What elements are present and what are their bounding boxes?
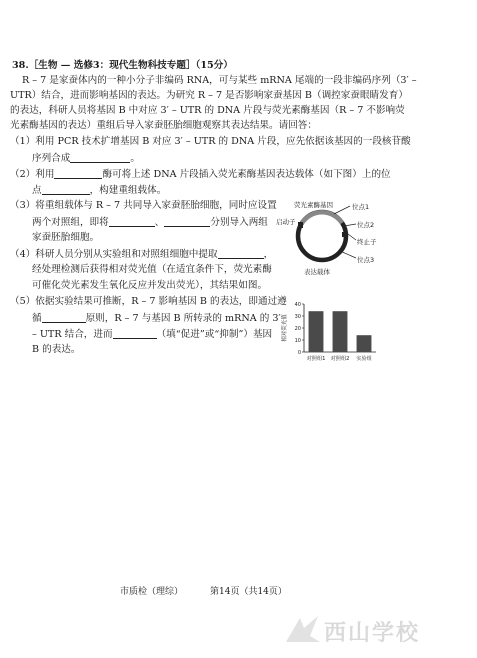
terminator-pointer bbox=[348, 234, 356, 240]
x-tick-label: 实验组 bbox=[356, 356, 372, 362]
luciferase-gene-label: 荧光素酶基因 bbox=[294, 201, 333, 209]
footer-page-number: 第14页（共14页） bbox=[210, 587, 287, 597]
fluorescence-bar-chart bbox=[280, 298, 380, 368]
watermark-logo-icon bbox=[280, 612, 324, 650]
part3-line-3: 家蚕胚胎细胞。 bbox=[32, 232, 100, 243]
promoter-mark bbox=[298, 222, 303, 228]
part3-line-1 bbox=[10, 200, 277, 212]
y-tick-label: 40 bbox=[294, 302, 301, 308]
y-axis-label: 相对荧光值 bbox=[282, 314, 288, 342]
site3-pointer bbox=[340, 251, 356, 258]
bar bbox=[333, 311, 348, 352]
vector-caption: 表达载体 bbox=[304, 268, 330, 276]
part5-line-3 bbox=[32, 328, 272, 341]
site1-pointer bbox=[334, 206, 350, 214]
luciferase-gene-segment bbox=[302, 212, 342, 223]
part3-line-2 bbox=[32, 216, 268, 229]
promoter-label: 启动子 bbox=[276, 218, 296, 226]
part5-text-b: 循 bbox=[32, 313, 42, 324]
y-tick-label: 30 bbox=[294, 314, 301, 320]
expression-vector-diagram bbox=[276, 196, 386, 278]
part4-text-b: ， bbox=[263, 249, 274, 260]
part1-line-2 bbox=[32, 152, 140, 165]
answer-blank-5[interactable] bbox=[164, 216, 210, 227]
y-tick-label: 20 bbox=[294, 326, 301, 332]
footer-exam-name: 市质检（理综） bbox=[120, 587, 184, 597]
part3-text-c: 、 bbox=[154, 217, 165, 228]
terminator-mark bbox=[342, 232, 348, 237]
part4-line-1 bbox=[10, 248, 273, 261]
part1-line-1: （1）利用 PCR 技术扩增基因 B 对应 3′ – UTR 的 DNA 片段，应先依据该基因的一段核苷酸 bbox=[10, 136, 411, 147]
part2-text-c: 点 bbox=[32, 185, 42, 196]
intro-line-4: 光素酶基因的表达）重组后导入家蚕胚胎细胞观察其表达结果。请回答： bbox=[10, 120, 317, 131]
part1-end: 。 bbox=[130, 153, 140, 164]
site3-label: 位点3 bbox=[357, 256, 375, 264]
question-heading: 38.［生物 — 选修3：现代生物科技专题］（15分） bbox=[12, 60, 233, 71]
watermark-text: 西山学校 bbox=[324, 621, 421, 646]
x-tick-label: 对照组1 bbox=[306, 356, 326, 362]
part3-text-b: 两个对照组，即将 bbox=[32, 217, 109, 228]
part1-text: 序列合成 bbox=[32, 153, 71, 164]
bar bbox=[309, 311, 324, 352]
x-tick-label: 对照组2 bbox=[330, 356, 350, 362]
site2-label: 位点2 bbox=[357, 221, 375, 229]
part4-line-3: 可催化荧光素发生氧化反应并发出荧光），其结果如图。 bbox=[32, 280, 268, 291]
part5-text-c: 原则，R – 7 与基因 B 所转录的 mRNA 的 3′ bbox=[85, 313, 281, 324]
part2-text-a: （2）利用 bbox=[10, 169, 55, 180]
part2-text-b: 酶可将上述 DNA 片段插入荧光素酶基因表达载体（如下图）上的位 bbox=[102, 169, 391, 180]
chart-svg bbox=[280, 298, 380, 368]
part5-line-4: B 的表达。 bbox=[32, 344, 81, 355]
answer-blank-4[interactable] bbox=[109, 216, 155, 227]
bar bbox=[357, 335, 372, 352]
intro-line-3: 的表达，科研人员将基因 B 中对应 3′ – UTR 的 DNA 片段与荧光素酶基因（R – 7 不影响荧 bbox=[10, 105, 405, 116]
part4-text-a: （4）科研人员分别从实验组和对照组细胞中提取 bbox=[10, 249, 218, 260]
site1-label: 位点1 bbox=[352, 203, 370, 211]
answer-blank-6[interactable] bbox=[218, 248, 264, 259]
part3-text-d: 分别导入两组 bbox=[210, 217, 268, 228]
part3-text-a: （3）将重组载体与 R – 7 共同导入家蚕胚胎细胞，同时应设置 bbox=[10, 200, 277, 211]
part2-line-2 bbox=[32, 184, 166, 197]
school-watermark bbox=[280, 612, 470, 650]
answer-blank-8[interactable] bbox=[113, 328, 157, 339]
answer-blank-3[interactable] bbox=[42, 184, 90, 195]
part2-line-1 bbox=[10, 168, 391, 181]
part5-line-2 bbox=[32, 312, 281, 325]
answer-blank-2[interactable] bbox=[54, 168, 102, 179]
y-tick-label: 0 bbox=[297, 350, 301, 356]
intro-line-2: UTR）结合，进而影响基因的表达。为研究 R – 7 是否影响家蚕基因 B（调控家蚕眼睛发育） bbox=[10, 90, 408, 101]
part4-line-2: 经处理检测后获得相对荧光值（在适宜条件下，荧光素酶 bbox=[32, 264, 272, 275]
answer-blank-1[interactable] bbox=[70, 152, 130, 163]
part5-line-1: （5）依据实验结果可推断，R – 7 影响基因 B 的表达，即通过遵 bbox=[10, 296, 287, 307]
y-tick-label: 10 bbox=[294, 338, 301, 344]
terminator-label: 终止子 bbox=[357, 238, 377, 246]
answer-blank-7[interactable] bbox=[42, 312, 86, 323]
part5-text-e: （填“促进”或“抑制”）基因 bbox=[156, 329, 273, 340]
part2-text-d: ，构建重组载体。 bbox=[89, 185, 167, 196]
part5-text-d: – UTR 结合，进而 bbox=[32, 329, 113, 340]
intro-line-1: R – 7 是家蚕体内的一种小分子非编码 RNA，可与某些 mRNA 尾端的一段非编码序列（3′ – bbox=[22, 75, 417, 86]
